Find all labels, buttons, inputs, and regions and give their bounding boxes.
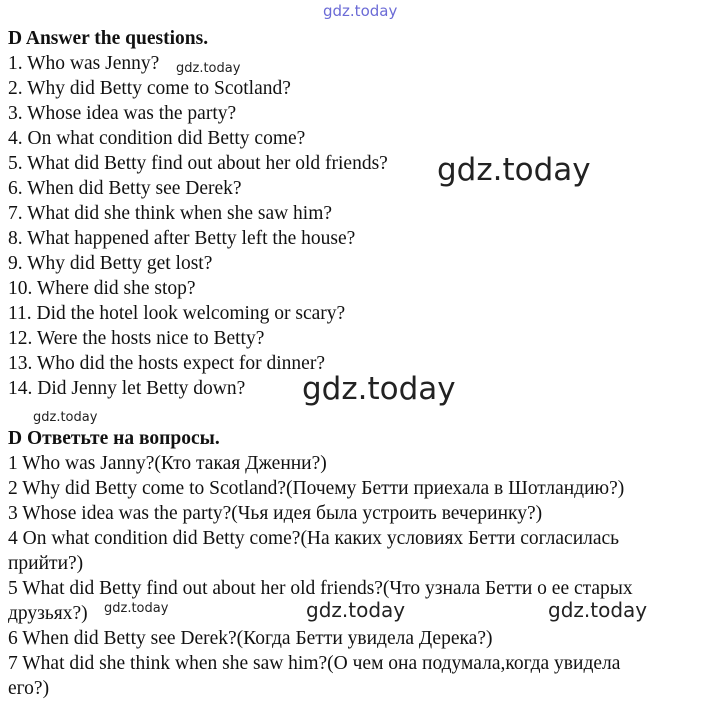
- watermark-medium: gdz.today: [306, 598, 406, 622]
- question-item: 1. Who was Jenny?: [8, 53, 160, 74]
- watermark-medium: gdz.today: [548, 598, 648, 622]
- section-heading-english: D Answer the questions.: [8, 28, 209, 49]
- question-item: 5. What did Betty find out about her old friends?: [8, 153, 388, 174]
- answer-line: 7 What did she think when she saw him?(О чем она подумала,когда увидела: [8, 653, 621, 674]
- answer-line: 1 Who was Janny?(Кто такая Дженни?): [8, 453, 327, 474]
- question-item: 14. Did Jenny let Betty down?: [8, 378, 246, 399]
- watermark-small: gdz.today: [104, 601, 169, 616]
- answer-line: прийти?): [8, 553, 84, 574]
- question-item: 4. On what condition did Betty come?: [8, 128, 306, 149]
- question-item: 2. Why did Betty come to Scotland?: [8, 78, 291, 99]
- watermark-small: gdz.today: [176, 61, 241, 76]
- watermark-large: gdz.today: [437, 152, 591, 188]
- question-item: 12. Were the hosts nice to Betty?: [8, 328, 265, 349]
- answer-line: 6 When did Betty see Derek?(Когда Бетти увидела Дерека?): [8, 628, 493, 649]
- question-item: 10. Where did she stop?: [8, 278, 196, 299]
- question-item: 3. Whose idea was the party?: [8, 103, 237, 124]
- question-item: 13. Who did the hosts expect for dinner?: [8, 353, 325, 374]
- answer-line: 3 Whose idea was the party?(Чья идея была устроить вечеринку?): [8, 503, 543, 524]
- question-item: 8. What happened after Betty left the house?: [8, 228, 356, 249]
- question-item: 11. Did the hotel look welcoming or scary?: [8, 303, 346, 324]
- question-item: 9. Why did Betty get lost?: [8, 253, 213, 274]
- question-item: 7. What did she think when she saw him?: [8, 203, 333, 224]
- watermark-large: gdz.today: [302, 371, 456, 407]
- question-item: 6. When did Betty see Derek?: [8, 178, 242, 199]
- answer-line: его?): [8, 678, 50, 699]
- answer-line: 4 On what condition did Betty come?(На каких условиях Бетти согласилась: [8, 528, 620, 549]
- answer-line: 2 Why did Betty come to Scotland?(Почему Бетти приехала в Шотландию?): [8, 478, 625, 499]
- watermark-small: gdz.today: [33, 410, 98, 425]
- answer-line: друзьях?): [8, 603, 88, 624]
- watermark-top: gdz.today: [323, 2, 398, 20]
- answer-line: 5 What did Betty find out about her old friends?(Что узнала Бетти о ее старых: [8, 578, 633, 599]
- section-heading-russian: D Ответьте на вопросы.: [8, 428, 220, 449]
